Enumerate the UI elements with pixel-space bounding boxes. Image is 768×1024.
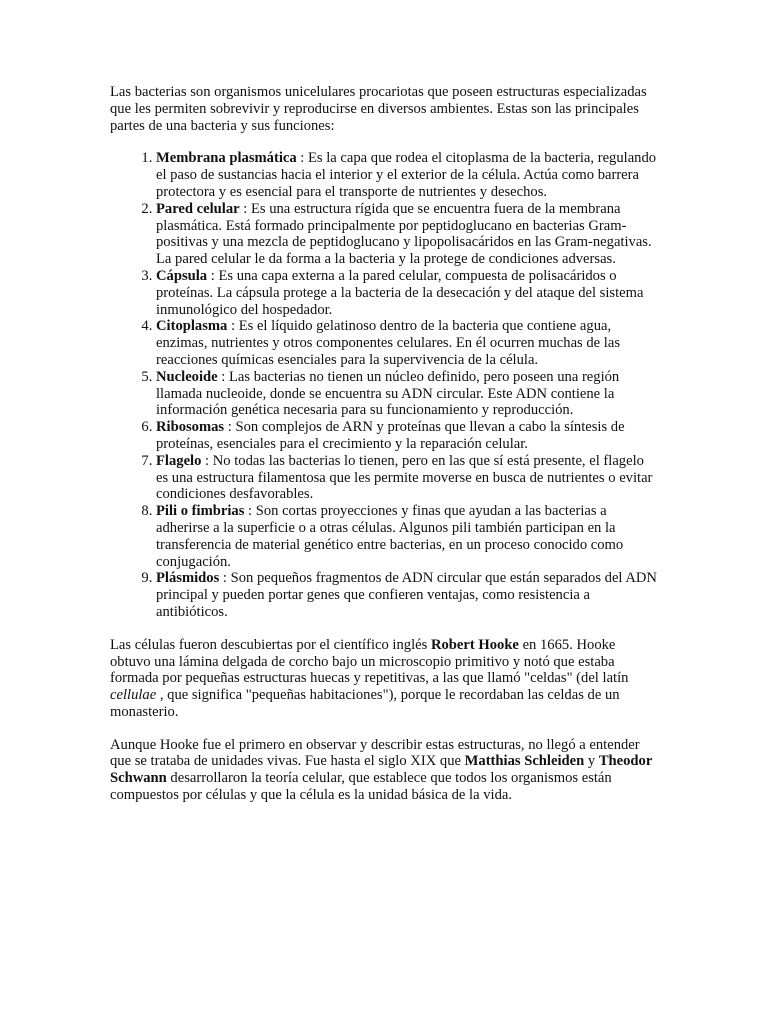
list-item <box>156 503 658 570</box>
part-term: Cápsula <box>156 267 208 284</box>
part-term: Pared celular <box>156 200 240 217</box>
person-name: Robert Hooke <box>430 636 519 653</box>
person-name: Theodor Schwann <box>110 753 653 787</box>
list-item <box>156 453 658 503</box>
part-term: Pili o fimbrias <box>156 503 245 520</box>
bacteria-parts-list <box>110 150 658 620</box>
paragraph-text: , que significa "pequeñas habitaciones"), porque le recordaban las celdas de un monasterio. <box>110 687 620 720</box>
paragraph-text: y <box>584 753 599 770</box>
paragraph-text: Aunque Hooke fue el primero en observar y describir estas estructuras, no llegó a entender que se trataba de unidades vivas. Fue hasta el siglo XIX que <box>110 736 640 770</box>
list-item <box>156 419 658 453</box>
part-term: Citoplasma <box>156 318 228 335</box>
part-description: : Es la capa que rodea el citoplasma de la bacteria, regulando el paso de sustancias hacia el interior y el exterior de la célula. Actúa como barrera protectora y es esencial para el transporte de nutrientes y desechos. <box>156 150 657 200</box>
paragraph-text: en 1665. Hooke obtuvo una lámina delgada de corcho bajo un microscopio primitivo y notó que estaba formada por pequeñas estructuras huecas y repetitivas, a las que llamó "celdas" (del latín <box>110 636 629 687</box>
paragraph-text: Las células fueron descubiertas por el científico inglés <box>110 636 431 653</box>
document-page <box>110 84 658 804</box>
hooke-paragraph <box>110 637 658 721</box>
list-item <box>156 201 658 268</box>
part-term: Ribosomas <box>156 419 225 436</box>
list-item <box>156 268 658 318</box>
part-description: : Las bacterias no tienen un núcleo definido, pero poseen una región llamada nucleoide, donde se encuentra su ADN circular. Este ADN contiene la información genética necesaria para su funcionamiento y reproducción. <box>156 368 620 419</box>
part-description: : Es una estructura rígida que se encuentra fuera de la membrana plasmática. Está formado principalmente por peptidoglucano en bacterias Gram-positivas y una mezcla de peptidoglucano y lipopolisacáridos en las Gram-negativas. La pared celular le da forma a la bacteria y la protege de condiciones adversas. <box>156 200 652 268</box>
intro-paragraph: Las bacterias son organismos unicelulares procariotas que poseen estructuras especializadas que les permiten sobrevivir y reproducirse en diversos ambientes. Estas son las principales partes de una bacteria y sus funciones: <box>110 84 647 134</box>
paragraph-text: desarrollaron la teoría celular, que establece que todos los organismos están compuestos por células y que la célula es la unidad básica de la vida. <box>110 770 612 804</box>
list-item <box>156 150 658 200</box>
part-description: : Son complejos de ARN y proteínas que llevan a cabo la síntesis de proteínas, esenciales para el crecimiento y la reparación celular. <box>156 419 625 452</box>
part-description: : Es una capa externa a la pared celular, compuesta de polisacáridos o proteínas. La cápsula protege a la bacteria de la desecación y del ataque del sistema inmunológico del hospedador. <box>156 267 644 318</box>
part-term: Plásmidos <box>156 570 220 587</box>
cell-theory-paragraph <box>110 737 658 804</box>
latin-term: cellulae <box>110 687 157 704</box>
part-description: : No todas las bacterias lo tienen, pero en las que sí está presente, el flagelo es una estructura filamentosa que les permite moverse en busca de nutrientes o evitar condiciones desfavorables. <box>156 452 653 503</box>
part-description: : Es el líquido gelatinoso dentro de la bacteria que contiene agua, enzimas, nutrientes y otros componentes celulares. En él ocurren muchas de las reacciones químicas esenciales para la supervivencia de la célula. <box>156 318 621 368</box>
part-term: Flagelo <box>156 452 202 469</box>
list-item <box>156 318 658 368</box>
person-name: Matthias Schleiden <box>464 753 585 770</box>
list-item <box>156 570 658 620</box>
part-description: : Son pequeños fragmentos de ADN circular que están separados del ADN principal y pueden portar genes que confieren ventajas, como resistencia a antibióticos. <box>156 570 657 620</box>
part-term: Nucleoide <box>156 368 218 385</box>
part-description: : Son cortas proyecciones y finas que ayudan a las bacterias a adherirse a la superficie o a otras células. Algunos pili también participan en la transferencia de material genético entre bacterias, en un proceso conocido como conjugación. <box>156 503 624 570</box>
part-term: Membrana plasmática <box>156 150 297 167</box>
list-item <box>156 369 658 419</box>
